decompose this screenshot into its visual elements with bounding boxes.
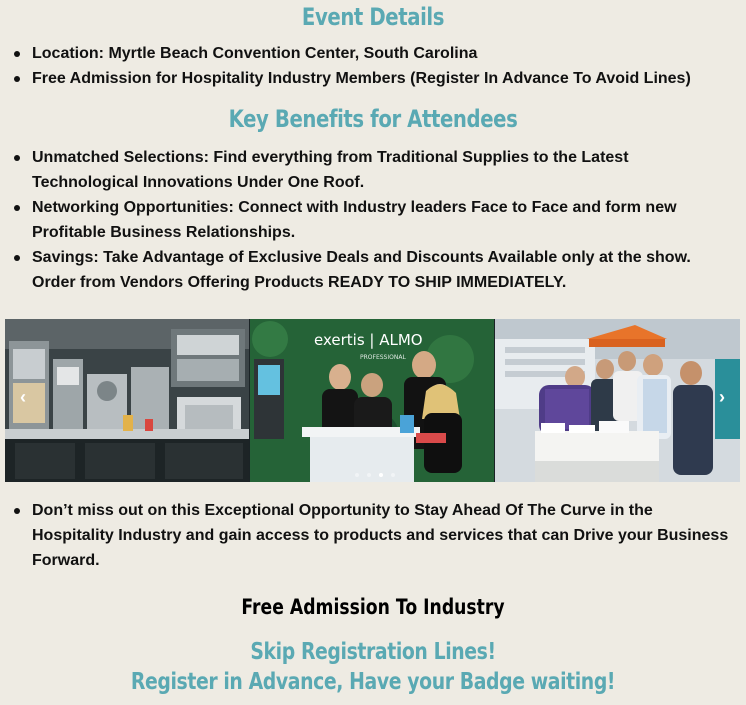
list-item [32, 498, 732, 573]
location-text: Location: Myrtle Beach Convention Center, South Carolina [32, 45, 478, 62]
free-admission-heading: Free Admission To Industry [241, 595, 505, 619]
skip-registration-heading: Skip Registration Lines! [250, 639, 496, 665]
attendees-table-image [495, 319, 740, 482]
benefit-selections-text: Unmatched Selections: Find everything from Traditional Supplies to the Latest Technological Innovations Under One Roof. [32, 149, 629, 191]
exertis-booth-image [250, 319, 494, 482]
kitchen-equipment-image [5, 319, 249, 482]
pager-dot[interactable] [367, 473, 371, 477]
bullet-icon [14, 51, 20, 57]
list-item [32, 41, 732, 66]
slide-exertis-booth-photo [250, 319, 494, 482]
list-item [32, 195, 732, 245]
bullet-icon [14, 255, 20, 261]
list-item [32, 245, 732, 295]
exertis-subsign-text: PROFESSIONAL [360, 354, 406, 361]
benefit-networking-text: Networking Opportunities: Connect with Industry leaders Face to Face and form new Profitable Business Relationships. [32, 199, 677, 241]
slide-kitchen-equipment-photo [5, 319, 249, 482]
admission-text: Free Admission for Hospitality Industry Members (Register In Advance To Avoid Lines) [32, 70, 691, 87]
closing-list [0, 498, 732, 573]
photo-slider[interactable] [5, 319, 740, 482]
bullet-icon [14, 155, 20, 161]
exertis-sign-text: exertis | ALMO [314, 331, 423, 349]
benefit-savings-text: Savings: Take Advantage of Exclusive Deals and Discounts Available only at the show. Order from Vendors Offering Products READY TO SHIP IMMEDIATELY. [32, 249, 691, 291]
pager-dot[interactable] [391, 473, 395, 477]
chevron-right-icon[interactable]: › [719, 387, 725, 407]
bullet-icon [14, 205, 20, 211]
pager-dot[interactable] [355, 473, 359, 477]
pager-dot-active[interactable] [379, 473, 383, 477]
slide-attendees-table-photo [495, 319, 740, 482]
chevron-left-icon[interactable]: ‹ [20, 387, 26, 407]
bullet-icon [14, 508, 20, 514]
slider-pagination [355, 473, 395, 477]
list-item [32, 145, 732, 195]
event-details-heading: Event Details [301, 3, 445, 31]
key-benefits-list [0, 145, 732, 295]
event-details-list [0, 41, 732, 91]
closing-text: Don’t miss out on this Exceptional Opportunity to Stay Ahead Of The Curve in the Hospitality Industry and gain access to products and services that can Drive your Business Forward. [32, 502, 729, 569]
register-advance-heading: Register in Advance, Have your Badge waiting! [130, 669, 616, 695]
list-item [32, 66, 732, 91]
key-benefits-heading: Key Benefits for Attendees [228, 105, 518, 133]
bullet-icon [14, 76, 20, 82]
